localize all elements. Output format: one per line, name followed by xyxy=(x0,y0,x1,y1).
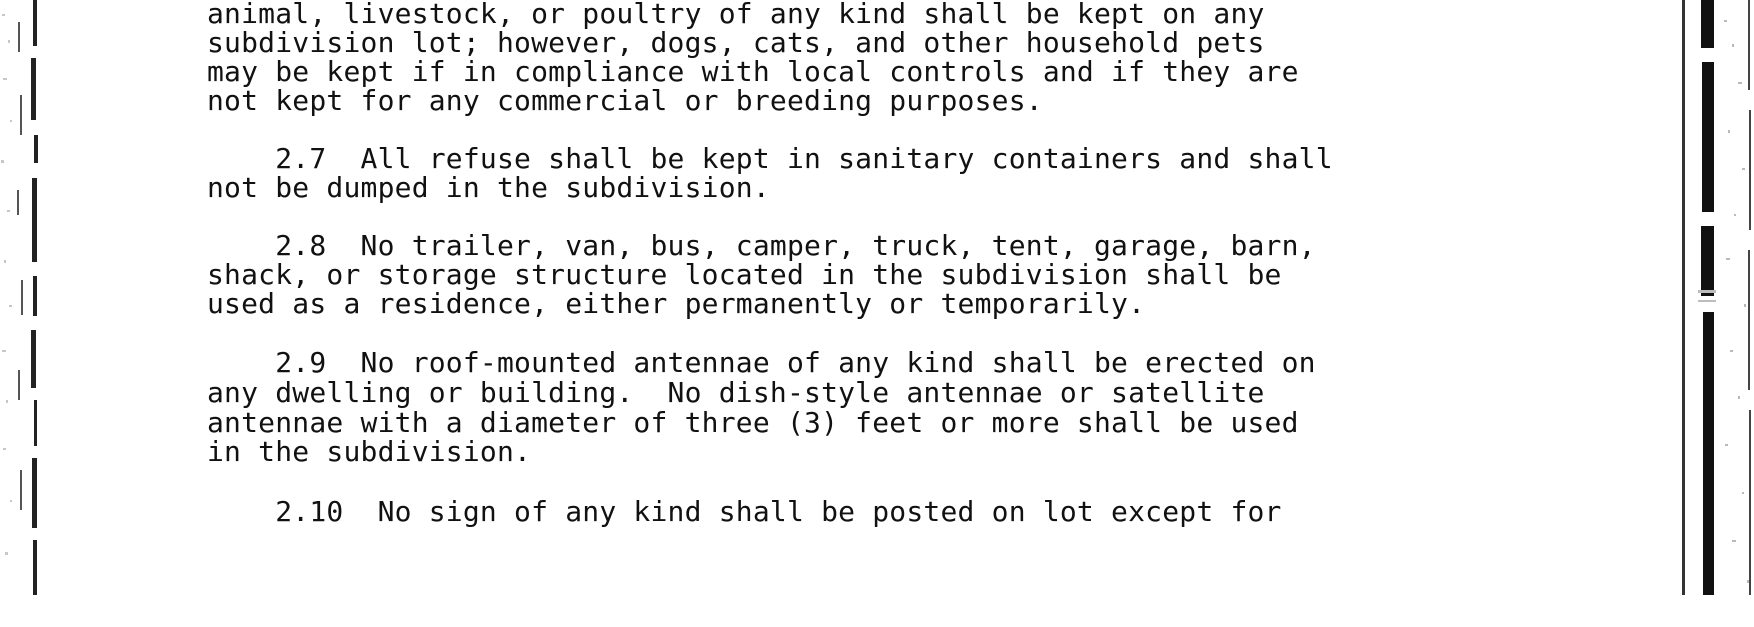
text-line: shack, or storage structure located in the subdivision shall be xyxy=(207,258,1282,291)
text-line: 2.10 No sign of any kind shall be posted on lot except for xyxy=(207,495,1282,528)
text-line: 2.9 No roof-mounted antennae of any kind shall be erected on xyxy=(207,346,1316,379)
scan-edge-right xyxy=(1672,0,1754,595)
text-line: not kept for any commercial or breeding purposes. xyxy=(207,84,1043,117)
text-line: any dwelling or building. No dish-style antennae or satellite xyxy=(207,376,1265,409)
document-body xyxy=(207,0,1647,627)
text-line: 2.8 No trailer, van, bus, camper, truck, tent, garage, barn, xyxy=(207,229,1316,262)
scan-edge-left xyxy=(0,0,44,595)
text-line: not be dumped in the subdivision. xyxy=(207,171,770,204)
text-line: 2.7 All refuse shall be kept in sanitary containers and shall xyxy=(207,142,1333,175)
text-line: animal, livestock, or poultry of any kind shall be kept on any xyxy=(207,0,1265,30)
text-line: in the subdivision. xyxy=(207,435,532,468)
text-line: antennae with a diameter of three (3) feet or more shall be used xyxy=(207,406,1299,439)
text-line: used as a residence, either permanently or temporarily. xyxy=(207,287,1146,320)
text-line: subdivision lot; however, dogs, cats, and other household pets xyxy=(207,26,1265,59)
text-line: may be kept if in compliance with local controls and if they are xyxy=(207,55,1299,88)
